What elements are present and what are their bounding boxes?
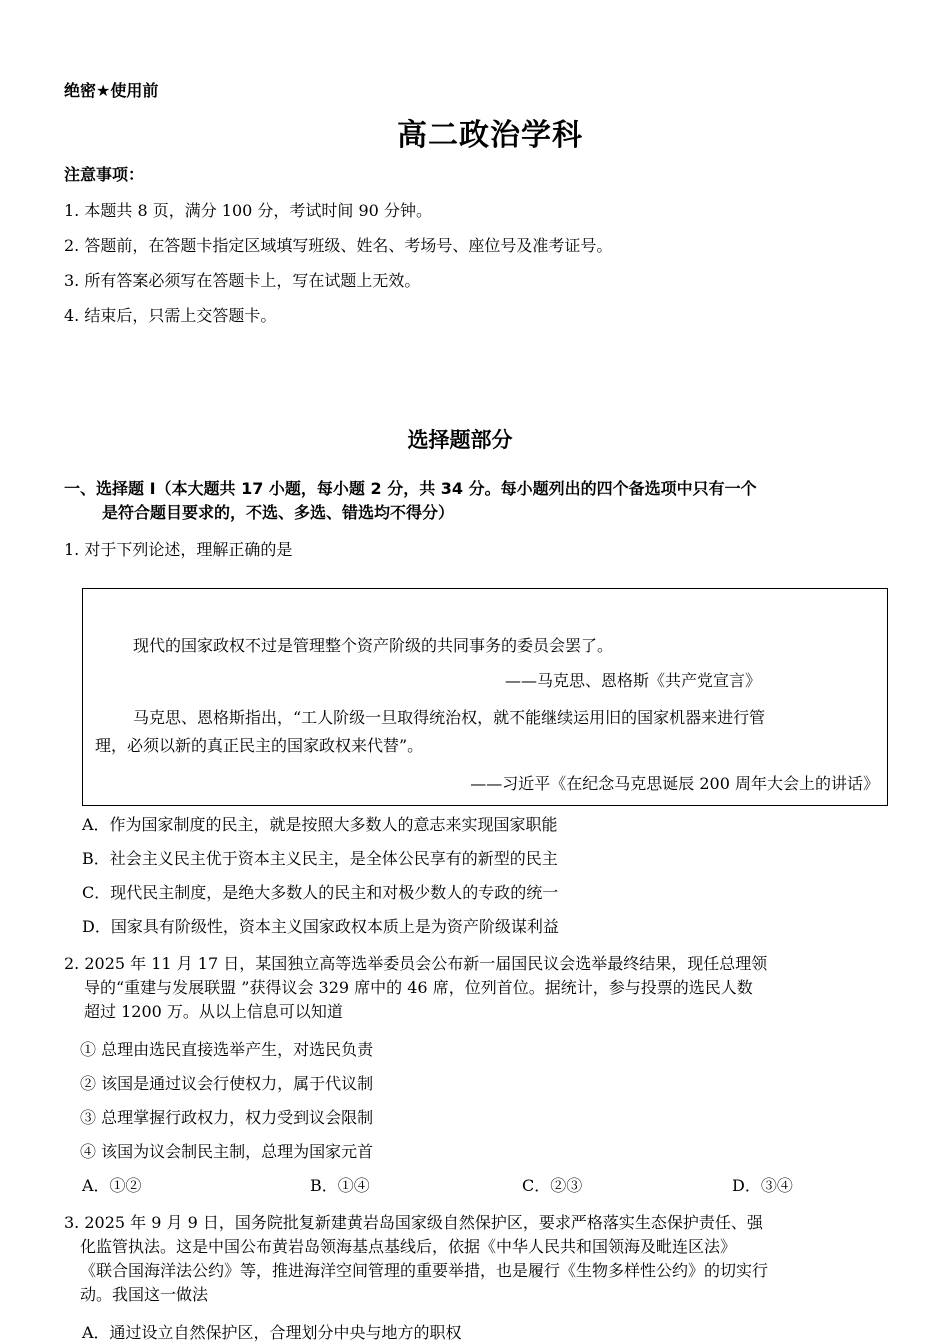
q2-statement-4: ④ 该国为议会制民主制，总理为国家元首	[80, 1142, 374, 1161]
q1-option-d: D．国家具有阶级性，资本主义国家政权本质上是为资产阶级谋利益	[82, 917, 559, 936]
q2-stem-line2: 导的“重建与发展联盟 ”获得议会 329 席中的 46 席，位列首位。据统计，参与投票的选民人数	[84, 978, 753, 997]
notice-heading: 注意事项：	[64, 165, 145, 184]
section-title: 选择题部分	[407, 428, 513, 452]
q1-source2: ——习近平《在纪念马克思诞辰 200 周年大会上的讲话》	[470, 774, 879, 793]
q2-option-b: B．①④	[310, 1176, 370, 1195]
q1-quote2-line2: 理，必须以新的真正民主的国家政权来代替”。	[95, 736, 424, 755]
q1-option-c: C．现代民主制度，是绝大多数人的民主和对极少数人的专政的统一	[82, 883, 559, 902]
q1-quote2-line1: 马克思、恩格斯指出，“工人阶级一旦取得统治权，就不能继续运用旧的国家机器来进行管	[133, 708, 766, 727]
q1-quote1: 现代的国家政权不过是管理整个资产阶级的共同事务的委员会罢了。	[133, 636, 614, 655]
page-title: 高二政治学科	[397, 118, 583, 153]
q2-stem-line3: 超过 1200 万。从以上信息可以知道	[84, 1002, 343, 1021]
notice-item: 4. 结束后，只需上交答题卡。	[64, 306, 277, 325]
q2-statement-1: ① 总理由选民直接选举产生，对选民负责	[80, 1040, 374, 1059]
q1-option-b: B．社会主义民主优于资本主义民主，是全体公民享有的新型的民主	[82, 849, 558, 868]
q2-option-d: D．③④	[732, 1176, 793, 1195]
q3-stem-line3: 《联合国海洋法公约》等，推进海洋空间管理的重要举措，也是履行《生物多样性公约》的切实行	[80, 1261, 769, 1280]
q3-stem-line4: 动。我国这一做法	[80, 1285, 209, 1304]
part-heading-line2: 是符合题目要求的，不选、多选、错选均不得分）	[102, 503, 455, 522]
q3-stem-line2: 化监管执法。这是中国公布黄岩岛领海基点基线后，依据《中华人民共和国领海及毗连区法》	[80, 1237, 737, 1256]
q1-stem: 1. 对于下列论述，理解正确的是	[64, 540, 293, 559]
secret-mark: 绝密★使用前	[64, 81, 159, 100]
q3-stem-line1: 3. 2025 年 9 月 9 日，国务院批复新建黄岩岛国家级自然保护区，要求严格落实生态保护责任、强	[64, 1213, 763, 1232]
q1-option-a: A．作为国家制度的民主，就是按照大多数人的意志来实现国家职能	[82, 815, 558, 834]
q1-quote-box	[82, 588, 888, 806]
notice-item: 1. 本题共 8 页，满分 100 分，考试时间 90 分钟。	[64, 201, 432, 220]
q1-source1: ——马克思、恩格斯《共产党宣言》	[504, 671, 761, 690]
q2-statement-2: ② 该国是通过议会行使权力，属于代议制	[80, 1074, 374, 1093]
part-heading-line1: 一、选择题 Ⅰ（本大题共 17 小题，每小题 2 分，共 34 分。每小题列出的四个备选项中只有一个	[64, 479, 757, 498]
q2-option-a: A．①②	[82, 1176, 142, 1195]
notice-item: 2. 答题前，在答题卡指定区域填写班级、姓名、考场号、座位号及准考证号。	[64, 236, 613, 255]
q2-option-c: C．②③	[522, 1176, 583, 1195]
q2-statement-3: ③ 总理掌握行政权力，权力受到议会限制	[80, 1108, 374, 1127]
notice-item: 3. 所有答案必须写在答题卡上，写在试题上无效。	[64, 271, 421, 290]
q3-option-a: A．通过设立自然保护区，合理划分中央与地方的职权	[82, 1323, 462, 1342]
q2-stem-line1: 2. 2025 年 11 月 17 日，某国独立高等选举委员会公布新一届国民议会选举最终结果，现任总理领	[64, 954, 768, 973]
